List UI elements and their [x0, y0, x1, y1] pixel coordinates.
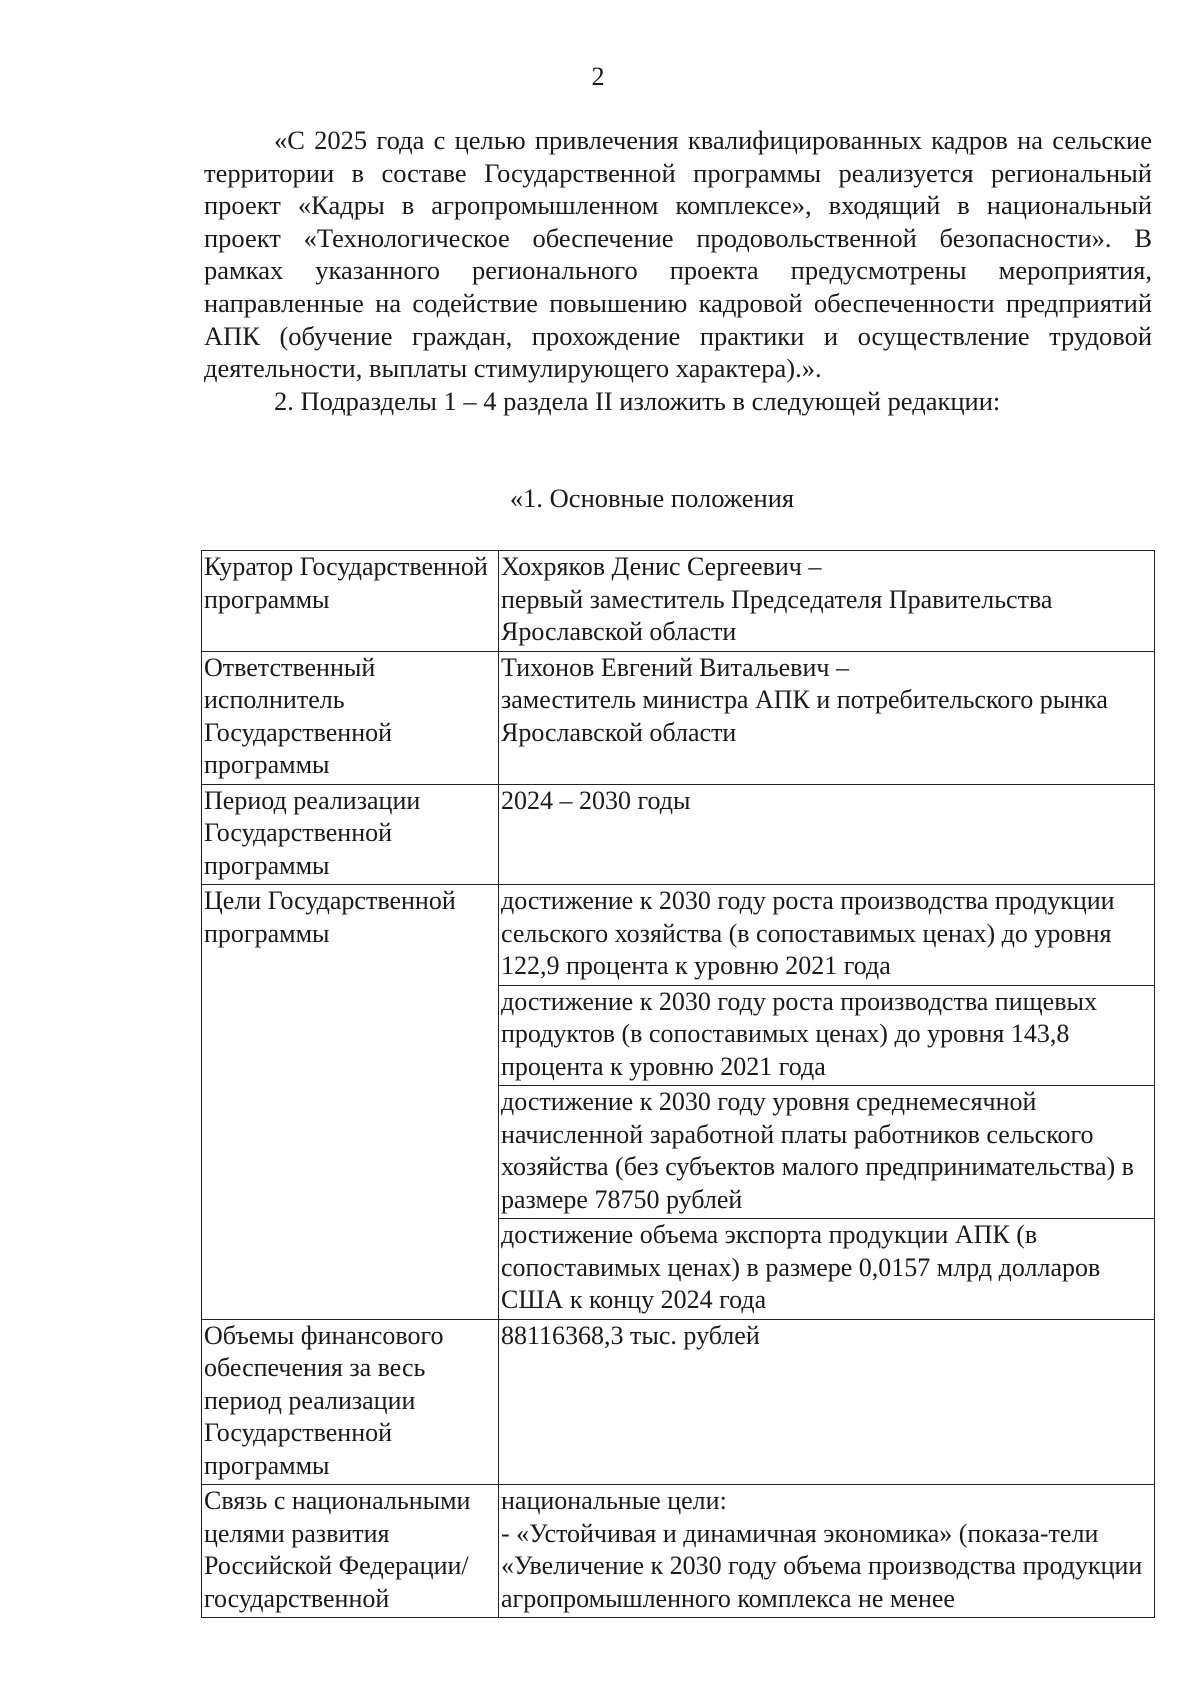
- executor-position: заместитель министра АПК и потребительского рынка Ярославской области: [501, 685, 1108, 747]
- body-text: [204, 124, 1152, 417]
- table-row: [202, 784, 1155, 885]
- curator-position: первый заместитель Председателя Правительства Ярославской области: [501, 584, 1053, 646]
- row-value-national-goals: [499, 1485, 1155, 1618]
- intro-paragraph: «С 2025 года с целью привлечения квалифицированных кадров на сельские территории в составе Государственной программы реализуется региональный проект «Кадры в агропромышленном комплексе», входящий в национальный проект «Технологическое обеспечение продовольственной безопасности». В рамках указанного регионального проекта предусмотрены мероприятия, направленные на содействие повышению кадровой обеспеченности предприятий АПК (обучение граждан, прохождение практики и осуществление трудовой деятельности, выплаты стимулирующего характера).».: [204, 125, 1152, 384]
- table-row: [202, 885, 1155, 986]
- row-value-executor: [499, 651, 1155, 784]
- row-value-financing: 88116368,3 тыс. рублей: [499, 1319, 1155, 1485]
- row-label-financing: Объемы финансового обеспечения за весь период реализации Государственной программы: [202, 1319, 499, 1485]
- table-row: [202, 1485, 1155, 1618]
- row-value-curator: [499, 551, 1155, 652]
- row-label-executor: Ответственный исполнитель Государственной программы: [202, 651, 499, 784]
- table-row: [202, 551, 1155, 652]
- main-provisions-table: [201, 550, 1155, 1618]
- row-label-goals: Цели Государственной программы: [202, 885, 499, 1320]
- row-label-curator: Куратор Государственной программы: [202, 551, 499, 652]
- table-row: [202, 1319, 1155, 1485]
- goal-item: достижение к 2030 году роста производства пищевых продуктов (в сопоставимых ценах) до уровня 143,8 процента к уровню 2021 года: [499, 985, 1155, 1086]
- section-title: «1. Основные положения: [509, 483, 795, 513]
- executor-name: Тихонов Евгений Витальевич –: [501, 652, 849, 682]
- table-row: [202, 651, 1155, 784]
- goal-item: достижение объема экспорта продукции АПК (в сопоставимых ценах) в размере 0,0157 млрд долларов США к концу 2024 года: [499, 1219, 1155, 1320]
- goal-item: достижение к 2030 году роста производства продукции сельского хозяйства (в сопоставимых ценах) до уровня 122,9 процента к уровню 2021 года: [499, 885, 1155, 986]
- goal-item: достижение к 2030 году уровня среднемесячной начисленной заработной платы работников сельского хозяйства (без субъектов малого предпринимательства) в размере 78750 рублей: [499, 1086, 1155, 1219]
- amendment-paragraph: 2. Подразделы 1 – 4 раздела II изложить в следующей редакции:: [274, 385, 1001, 416]
- national-goals-item: - «Устойчивая и динамичная экономика» (показа-тели «Увеличение к 2030 году объема производства продукции агропромышленного комплекса не менее: [501, 1518, 1143, 1613]
- national-goals-heading: национальные цели:: [501, 1486, 727, 1515]
- page-number: 2: [591, 62, 605, 91]
- curator-name: Хохряков Денис Сергеевич –: [501, 552, 822, 581]
- row-value-period: 2024 – 2030 годы: [499, 784, 1155, 885]
- row-label-national-goals: Связь с национальными целями развития Российской Федерации/ государственной: [202, 1485, 499, 1618]
- row-label-period: Период реализации Государственной программы: [202, 784, 499, 885]
